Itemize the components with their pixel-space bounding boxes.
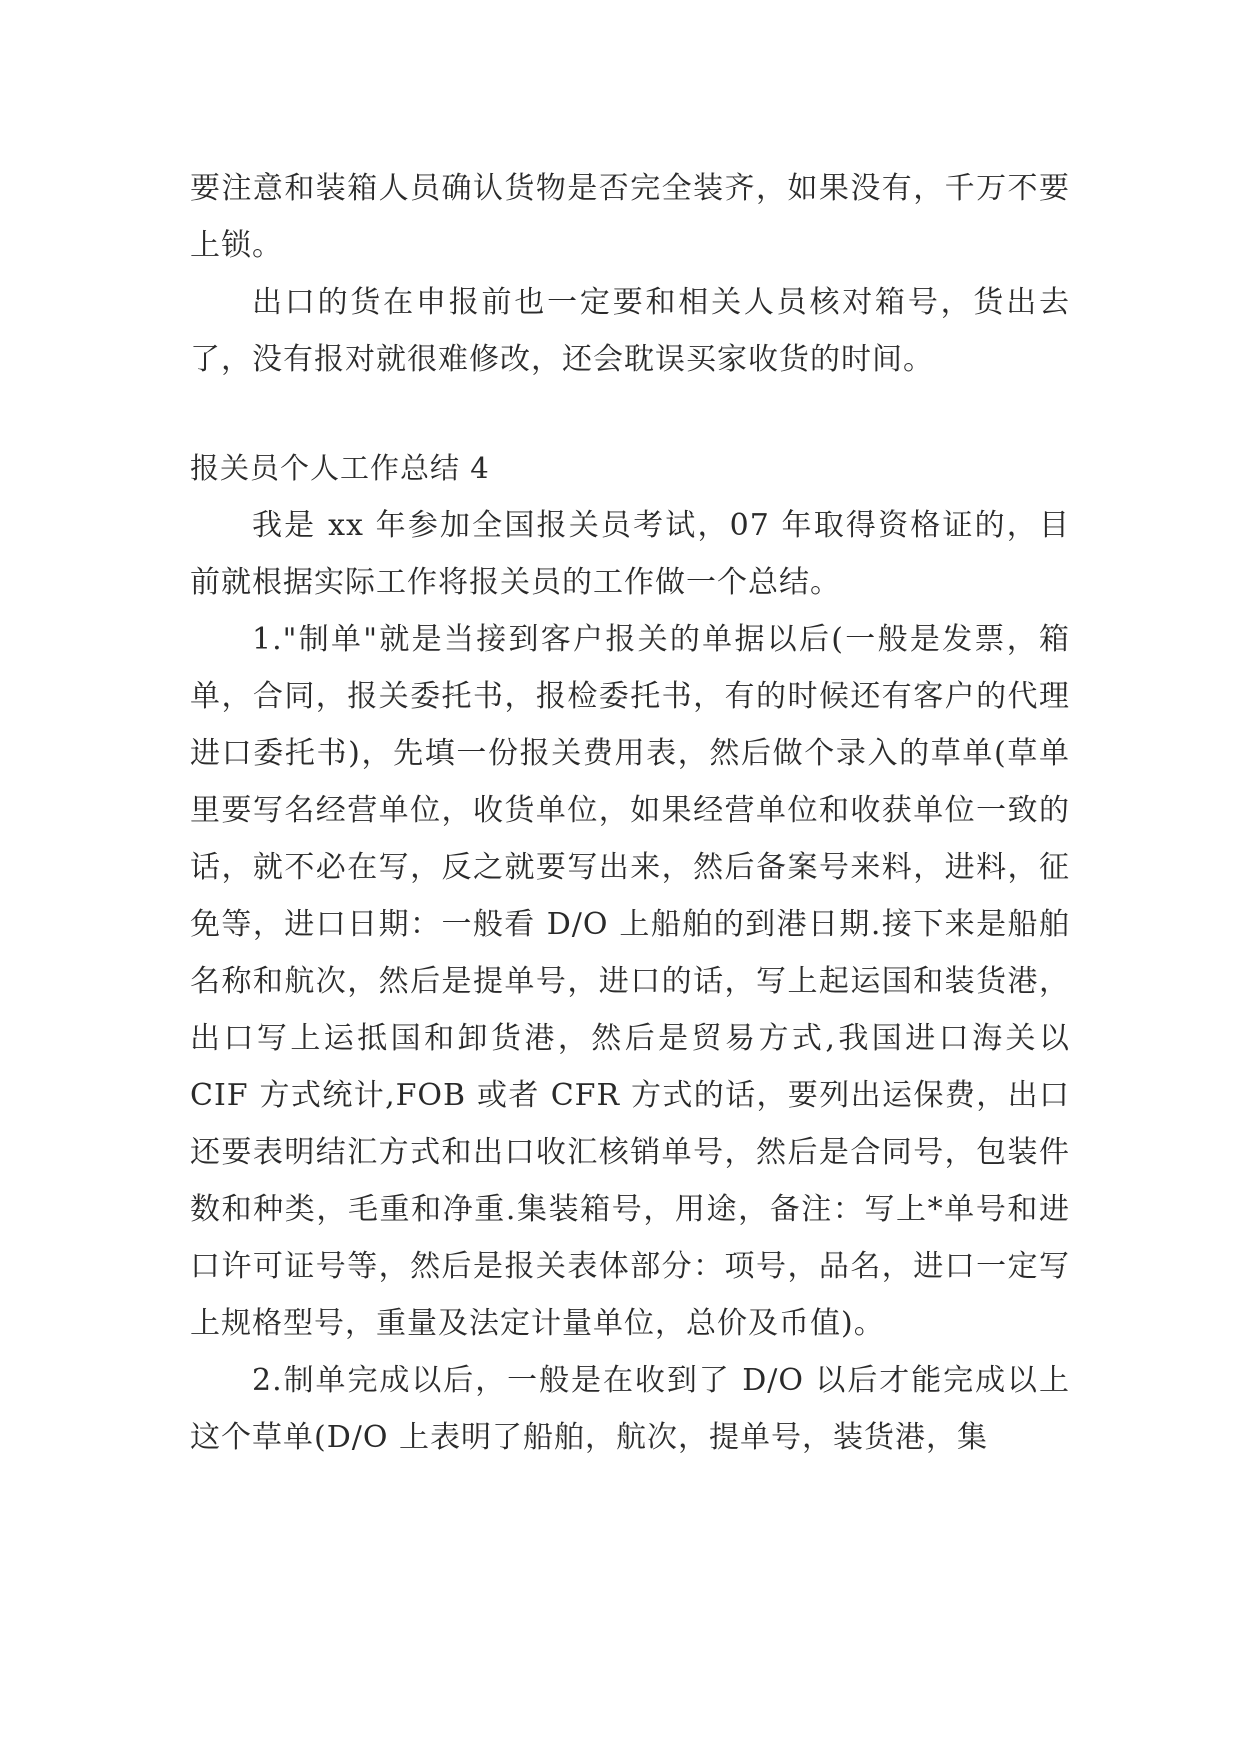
paragraph-export-check: 出口的货在申报前也一定要和相关人员核对箱号，货出去了，没有报对就很难修改，还会耽误买家收货的时间。 <box>190 285 1070 377</box>
paragraph-intro: 我是 xx 年参加全国报关员考试，07 年取得资格证的，目前就根据实际工作将报关员的工作做一个总结。 <box>190 508 1070 600</box>
document-page <box>190 160 1070 1466</box>
paragraph-step-1: 1."制单"就是当接到客户报关的单据以后(一般是发票，箱单，合同，报关委托书，报检委托书，有的时候还有客户的代理进口委托书)，先填一份报关费用表，然后做个录入的草单(草单里要写名经营单位，收货单位，如果经营单位和收获单位一致的话，就不必在写，反之就要写出来，然后备案号来料，进料，征免等，进口日期：一般看 D/O 上船舶的到港日期.接下来是船舶名称和航次，然后是提单号，进口的话，写上起运国和装货港，出口写上运抵国和卸货港，然后是贸易方式,我国进口海关以 CIF 方式统计,FOB 或者 CFR 方式的话，要列出运保费，出口还要表明结汇方式和出口收汇核销单号，然后是合同号，包装件数和种类，毛重和净重.集装箱号，用途，备注：写上*单号和进口许可证号等，然后是报关表体部分：项号，品名，进口一定写上规格型号，重量及法定计量单位，总价及币值)。 <box>190 622 1070 1341</box>
paragraph-loading-check: 要注意和装箱人员确认货物是否完全装齐，如果没有，千万不要上锁。 <box>190 171 1070 263</box>
paragraph-step-2: 2.制单完成以后，一般是在收到了 D/O 以后才能完成以上这个草单(D/O 上表明了船舶，航次，提单号，装货港，集 <box>190 1363 1070 1455</box>
section-heading: 报关员个人工作总结 4 <box>190 451 490 485</box>
